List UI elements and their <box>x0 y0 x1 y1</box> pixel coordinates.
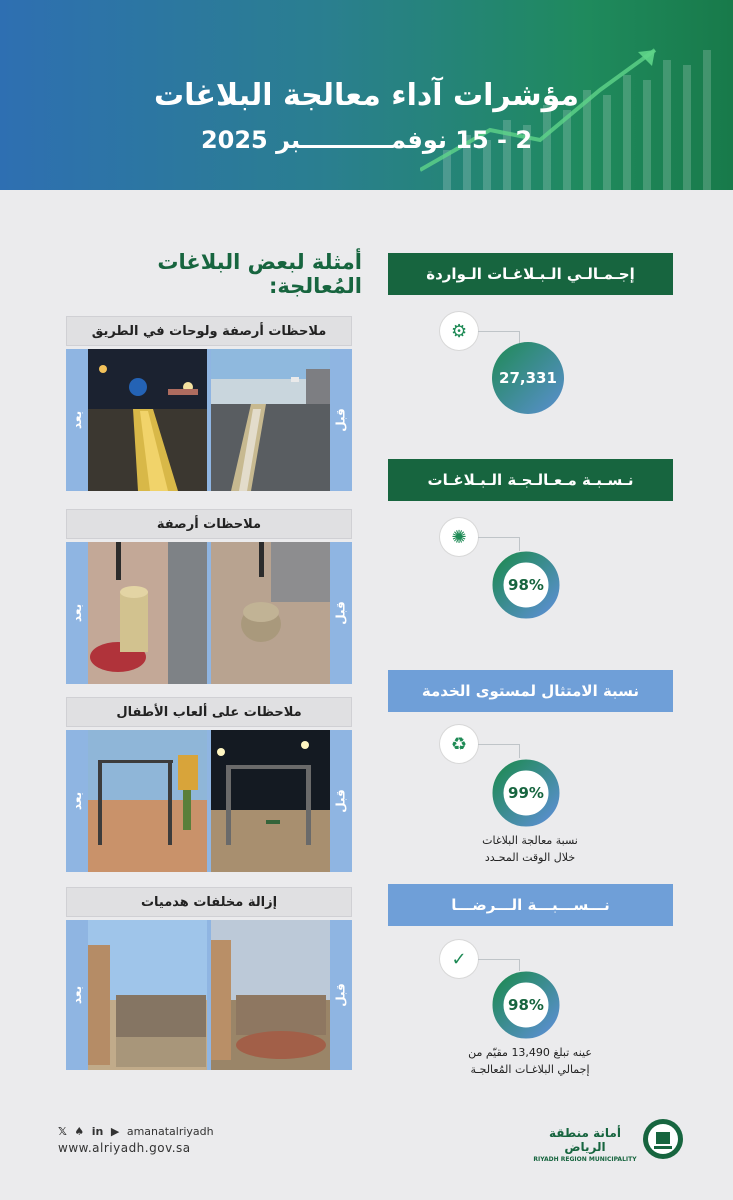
kpi-banner-total: إجـمـالـي الـبـلاغـات الـواردة <box>388 253 673 295</box>
website-link[interactable]: www.alriyadh.gov.sa <box>58 1141 191 1155</box>
org-name: أمانة منطقة الرياض RIYADH REGION MUNICIPALITY <box>533 1126 637 1163</box>
before-photo <box>211 730 330 872</box>
kpi-value-compliance: 99% <box>508 784 544 802</box>
kpi-note-compliance: نسبة معالجة البلاغات خلال الوقت المحـدد <box>482 834 578 864</box>
before-photo <box>211 542 330 684</box>
example-card <box>66 887 352 1070</box>
after-tag: بعد <box>70 410 84 430</box>
after-tag: بعد <box>70 791 84 811</box>
photo-pair <box>66 542 352 684</box>
municipality-logo-icon <box>642 1118 684 1160</box>
recycle-icon: ♻ <box>440 725 478 763</box>
after-photo <box>88 920 207 1070</box>
kpi-note-satisfaction: عينه تبلغ 13,490 مقيّم من إجمالي البلاغـات المُعالجـة <box>468 1046 592 1076</box>
linkedin-icon[interactable]: in <box>91 1125 104 1138</box>
photo-pair <box>66 920 352 1070</box>
social-handle: amanatalriyadh <box>126 1125 214 1138</box>
snapchat-icon[interactable]: ♠ <box>74 1125 85 1138</box>
example-label: ملاحظات على ألعاب الأطفال <box>66 697 352 727</box>
photo-pair <box>66 730 352 872</box>
x-icon[interactable]: 𝕏 <box>58 1125 67 1138</box>
example-card <box>66 316 352 491</box>
before-tag: قبل <box>334 983 348 1007</box>
kpi-banner-compliance: نسبة الامتثال لمستوى الخدمة <box>388 670 673 712</box>
kpi-value-processing: 98% <box>508 576 544 594</box>
kpi-value-total: 27,331 <box>499 369 557 387</box>
before-tag: قبل <box>334 601 348 625</box>
spinner-icon: ✺ <box>440 518 478 556</box>
after-photo <box>88 542 207 684</box>
youtube-icon[interactable]: ▶ <box>110 1125 120 1138</box>
before-photo <box>211 920 330 1070</box>
header-banner <box>0 0 733 190</box>
example-card <box>66 509 352 684</box>
example-label: إزالة مخلفات هدميات <box>66 887 352 917</box>
before-photo <box>211 349 330 491</box>
example-label: ملاحظات أرصفة <box>66 509 352 539</box>
kpi-banner-satisfaction: نـــســـبـــة الـــرضـــا <box>388 884 673 926</box>
before-tag: قبل <box>334 408 348 432</box>
date-range: 2 - 15 نوفمـــــــــــبر 2025 <box>200 126 533 154</box>
example-label: ملاحظات أرصفة ولوحات في الطريق <box>66 316 352 346</box>
gear-icon: ⚙ <box>440 312 478 350</box>
photo-pair <box>66 349 352 491</box>
kpi-value-satisfaction: 98% <box>508 996 544 1014</box>
examples-heading: أمثلة لبعض البلاغات المُعالجة: <box>157 250 362 298</box>
example-card <box>66 697 352 872</box>
check-icon: ✓ <box>440 940 478 978</box>
after-photo <box>88 730 207 872</box>
social-handles[interactable] <box>58 1125 214 1138</box>
page-title: مؤشرات آداء معالجة البلاغات <box>154 78 579 113</box>
kpi-banner-processing: نـسـبـة مـعـالـجـة الـبـلاغـات <box>388 459 673 501</box>
before-tag: قبل <box>334 789 348 813</box>
after-tag: بعد <box>70 985 84 1005</box>
after-photo <box>88 349 207 491</box>
after-tag: بعد <box>70 603 84 623</box>
